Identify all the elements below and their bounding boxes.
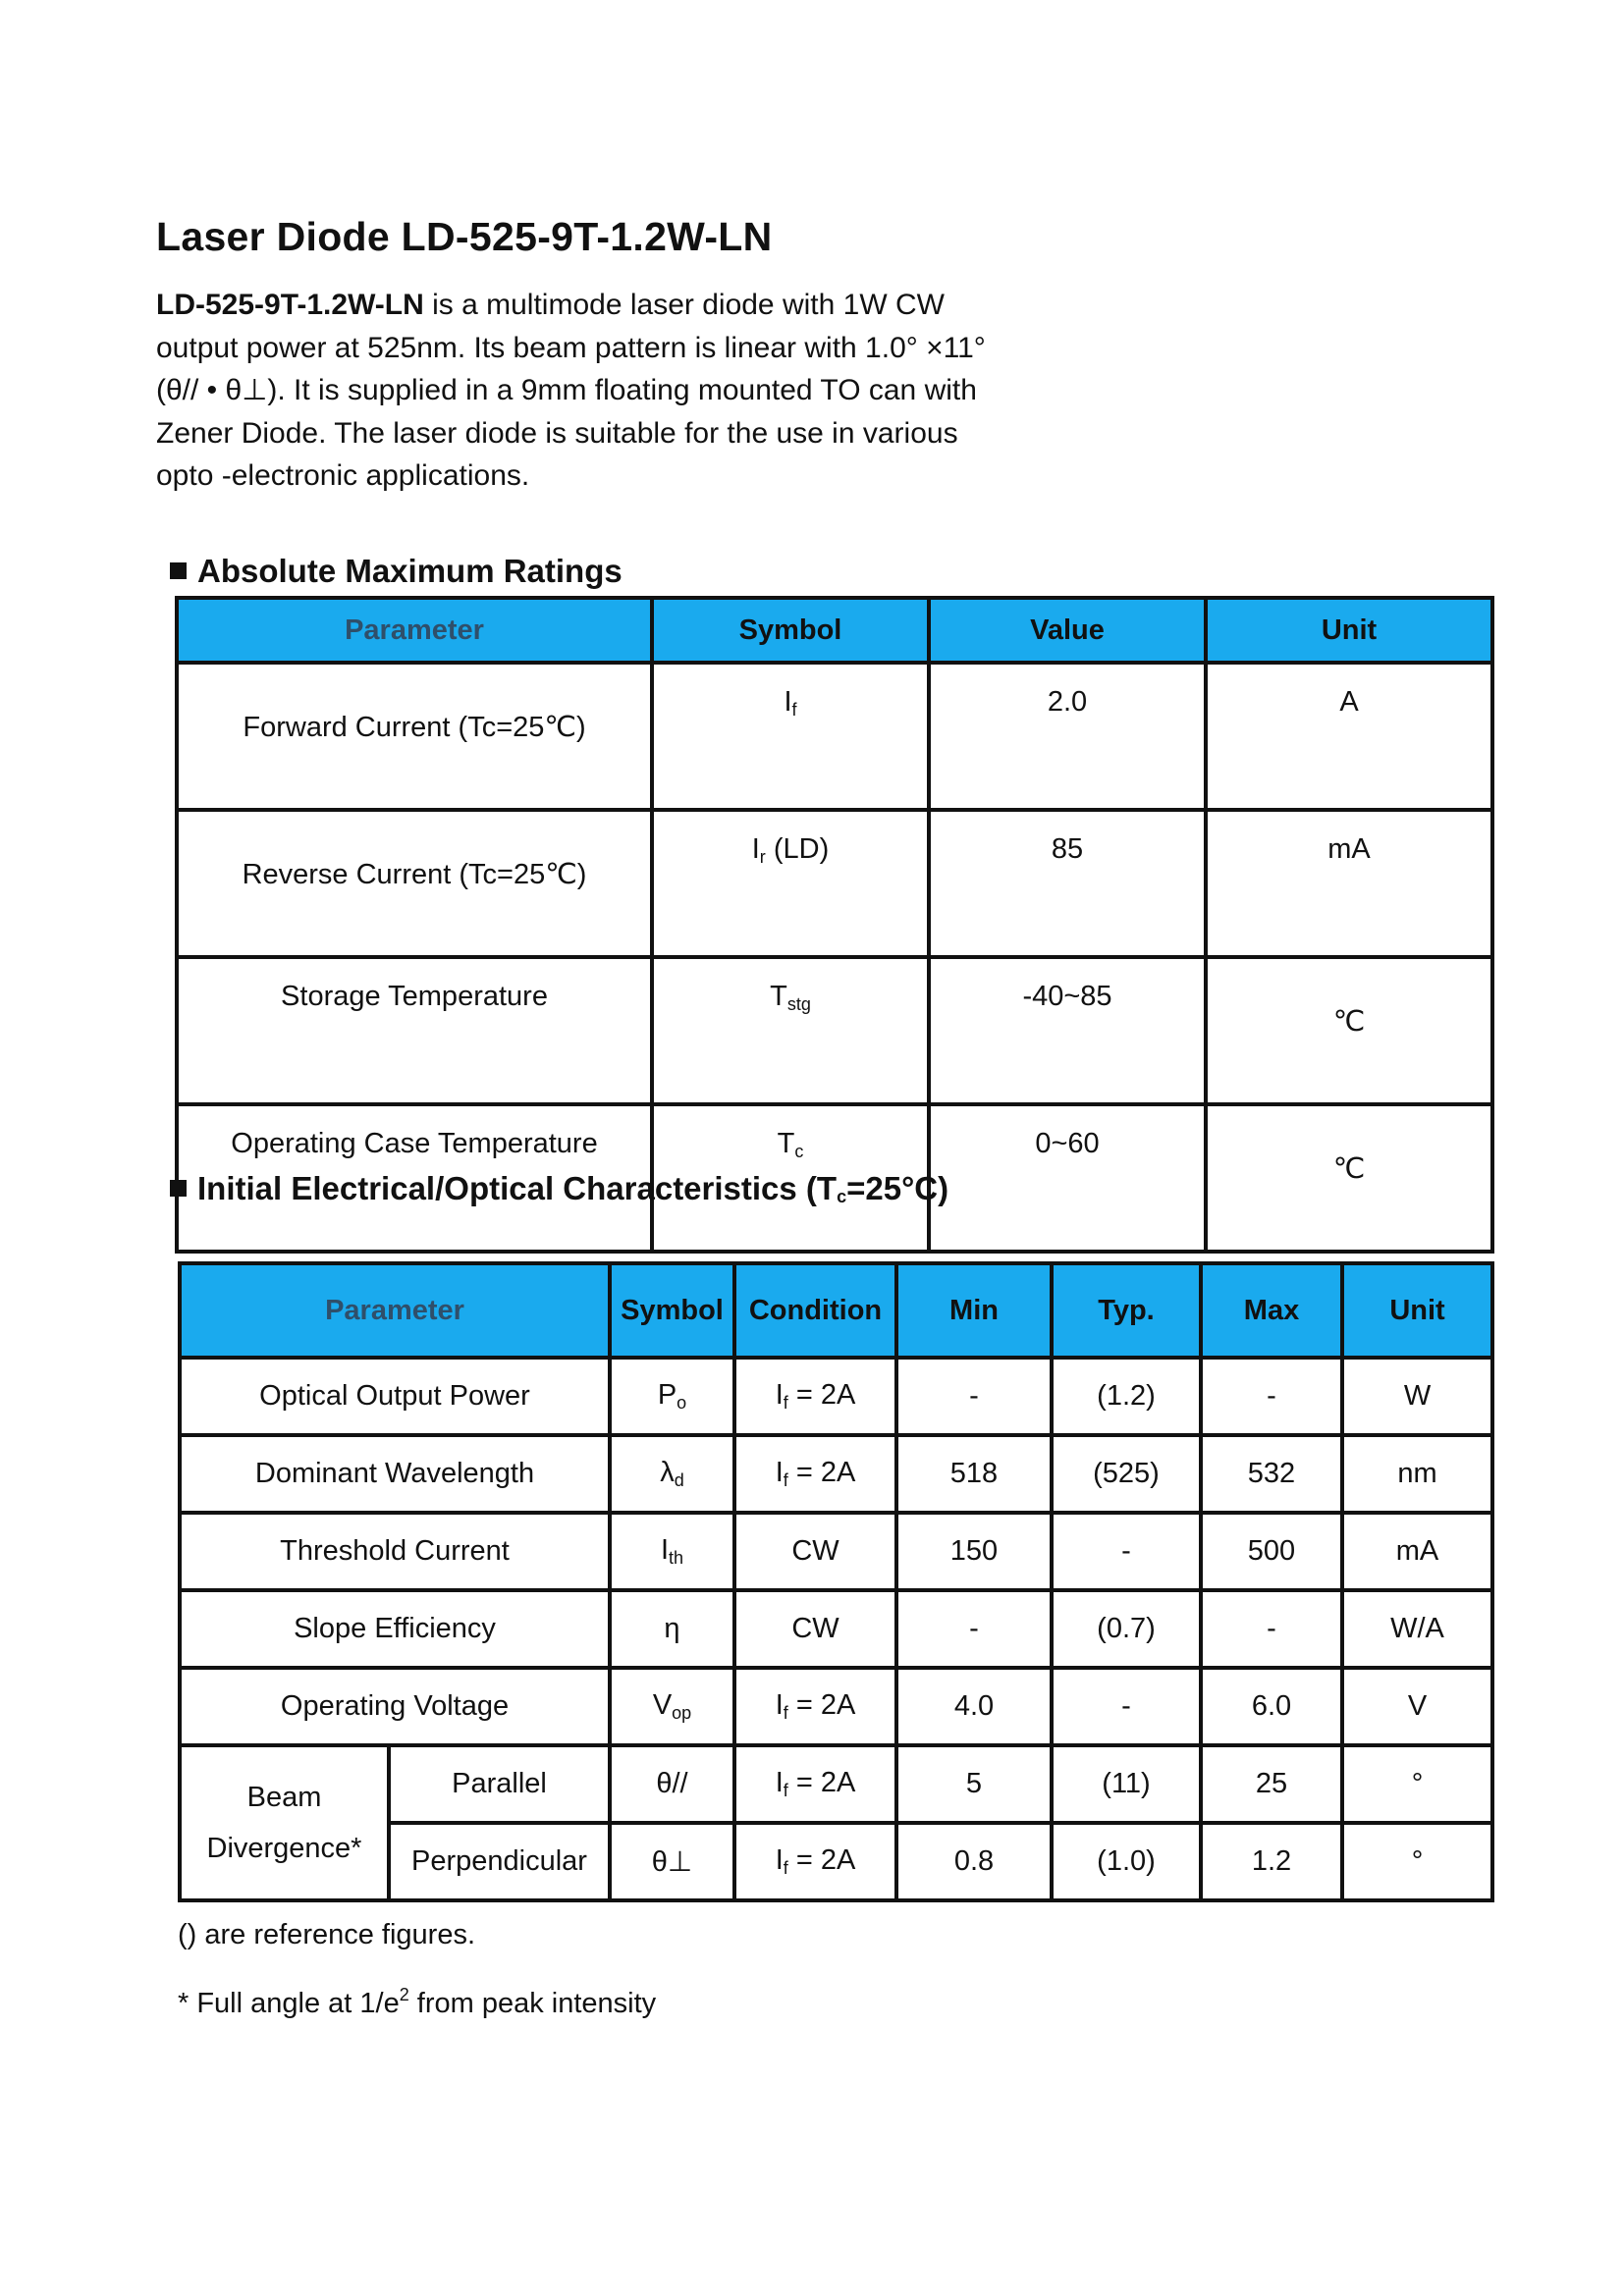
parameter-cell: Optical Output Power — [180, 1358, 610, 1435]
value-cell: 2.0 — [929, 663, 1206, 810]
unit-cell: A — [1206, 663, 1492, 810]
parameter-cell: Slope Efficiency — [180, 1590, 610, 1668]
col-header-value: Value — [929, 598, 1206, 663]
min-cell: 4.0 — [896, 1668, 1052, 1745]
symbol-cell: η — [610, 1590, 734, 1668]
table-row — [180, 1513, 1492, 1590]
col-header-max: Max — [1201, 1263, 1342, 1358]
parameter-cell: Forward Current (Tc=25℃) — [177, 663, 652, 810]
min-cell: 0.8 — [896, 1823, 1052, 1900]
parameter-cell: Operating Voltage — [180, 1668, 610, 1745]
parameter-cell: Operating Case Temperature — [177, 1104, 652, 1252]
full-angle-note: * Full angle at $1/e^2$ from peak intensity — [178, 1985, 657, 2019]
min-cell: 150 — [896, 1513, 1052, 1590]
unit-cell: mA — [1206, 810, 1492, 957]
col-header-condition: Condition — [734, 1263, 896, 1358]
typ-cell: - — [1052, 1513, 1201, 1590]
value-cell: -40~85 — [929, 957, 1206, 1104]
characteristics-header-row — [180, 1263, 1492, 1358]
condition-cell: $I_f = 2A$ — [734, 1668, 896, 1745]
col-header-min: Min — [896, 1263, 1052, 1358]
abs-max-heading-text: Absolute Maximum Ratings — [197, 553, 623, 589]
unit-cell: ℃ — [1206, 957, 1492, 1104]
table-row — [180, 1668, 1492, 1745]
typ-cell: (0.7) — [1052, 1590, 1201, 1668]
table-row — [180, 1435, 1492, 1513]
symbol-cell: θ⊥ — [610, 1823, 734, 1900]
min-cell: - — [896, 1590, 1052, 1668]
symbol-cell: $P_o$ — [610, 1358, 734, 1435]
value-cell: 0~60 — [929, 1104, 1206, 1252]
col-header-parameter: Parameter — [177, 598, 652, 663]
max-cell: 25 — [1201, 1745, 1342, 1823]
table-row — [180, 1358, 1492, 1435]
unit-cell: nm — [1342, 1435, 1492, 1513]
symbol-cell: $V_{op}$ — [610, 1668, 734, 1745]
abs-max-table — [175, 596, 1494, 1254]
unit-cell: W — [1342, 1358, 1492, 1435]
max-cell: - — [1201, 1590, 1342, 1668]
parameter-cell: Dominant Wavelength — [180, 1435, 610, 1513]
min-cell: 5 — [896, 1745, 1052, 1823]
symbol-cell: $T_{stg}$ — [652, 957, 929, 1104]
symbol-cell: $I_{th}$ — [610, 1513, 734, 1590]
table-row — [177, 957, 1492, 1104]
typ-cell: - — [1052, 1668, 1201, 1745]
characteristics-heading: Initial Electrical/Optical Characteristics $(T_c=25^\circ C)$ — [170, 1170, 948, 1207]
parameter-cell: Reverse Current (Tc=25℃) — [177, 810, 652, 957]
unit-cell: V — [1342, 1668, 1492, 1745]
condition-cell: $I_f = 2A$ — [734, 1435, 896, 1513]
col-header-unit: Unit — [1206, 598, 1492, 663]
condition-cell: CW — [734, 1513, 896, 1590]
unit-cell: W/A — [1342, 1590, 1492, 1668]
unit-cell: ° — [1342, 1745, 1492, 1823]
page-title: Laser Diode LD-525-9T-1.2W-LN — [156, 214, 773, 259]
square-bullet-icon — [170, 1180, 187, 1197]
min-cell: - — [896, 1358, 1052, 1435]
symbol-cell: $I_r$ (LD) — [652, 810, 929, 957]
beam-divergence-label: Beam Divergence* — [180, 1745, 389, 1900]
symbol-cell: $\lambda_d$ — [610, 1435, 734, 1513]
col-header-unit: Unit — [1342, 1263, 1492, 1358]
max-cell: 1.2 — [1201, 1823, 1342, 1900]
value-cell: 85 — [929, 810, 1206, 957]
unit-cell: ° — [1342, 1823, 1492, 1900]
condition-cell: $I_f = 2A$ — [734, 1358, 896, 1435]
max-cell: 6.0 — [1201, 1668, 1342, 1745]
condition-cell: $I_f = 2A$ — [734, 1823, 896, 1900]
max-cell: 532 — [1201, 1435, 1342, 1513]
col-header-parameter: Parameter — [180, 1263, 610, 1358]
min-cell: 518 — [896, 1435, 1052, 1513]
table-row — [180, 1745, 1492, 1823]
intro-body: is a multimode laser diode with 1W CW output power at 525nm. Its beam pattern is linear with 1.0° ×11° (θ// • θ⊥). It is supplied in a 9mm floating mounted TO can with Zener Diode. The laser diode is suitable for the use in various opto -electronic applications. — [156, 289, 986, 492]
typ-cell: (11) — [1052, 1745, 1201, 1823]
sub-parameter-cell: Parallel — [389, 1745, 610, 1823]
table-row — [180, 1590, 1492, 1668]
col-header-symbol: Symbol — [610, 1263, 734, 1358]
col-header-typ: Typ. — [1052, 1263, 1201, 1358]
condition-cell: $I_f = 2A$ — [734, 1745, 896, 1823]
unit-cell: mA — [1342, 1513, 1492, 1590]
typ-cell: (1.0) — [1052, 1823, 1201, 1900]
parameter-cell: Storage Temperature — [177, 957, 652, 1104]
table-row — [177, 810, 1492, 957]
sub-parameter-cell: Perpendicular — [389, 1823, 610, 1900]
reference-note: () are reference figures. — [178, 1919, 476, 1950]
col-header-symbol: Symbol — [652, 598, 929, 663]
symbol-cell: θ// — [610, 1745, 734, 1823]
square-bullet-icon — [170, 562, 187, 579]
max-cell: 500 — [1201, 1513, 1342, 1590]
typ-cell: (1.2) — [1052, 1358, 1201, 1435]
abs-max-header-row — [177, 598, 1492, 663]
max-cell: - — [1201, 1358, 1342, 1435]
parameter-cell: Threshold Current — [180, 1513, 610, 1590]
table-row — [177, 663, 1492, 810]
symbol-cell: $T_c$ — [652, 1104, 929, 1252]
abs-max-heading — [170, 553, 623, 590]
characteristics-table — [178, 1261, 1494, 1902]
symbol-cell: $I_f$ — [652, 663, 929, 810]
intro-paragraph — [156, 284, 1020, 498]
condition-cell: CW — [734, 1590, 896, 1668]
typ-cell: (525) — [1052, 1435, 1201, 1513]
unit-cell: ℃ — [1206, 1104, 1492, 1252]
intro-product-name: LD-525-9T-1.2W-LN — [156, 289, 424, 321]
